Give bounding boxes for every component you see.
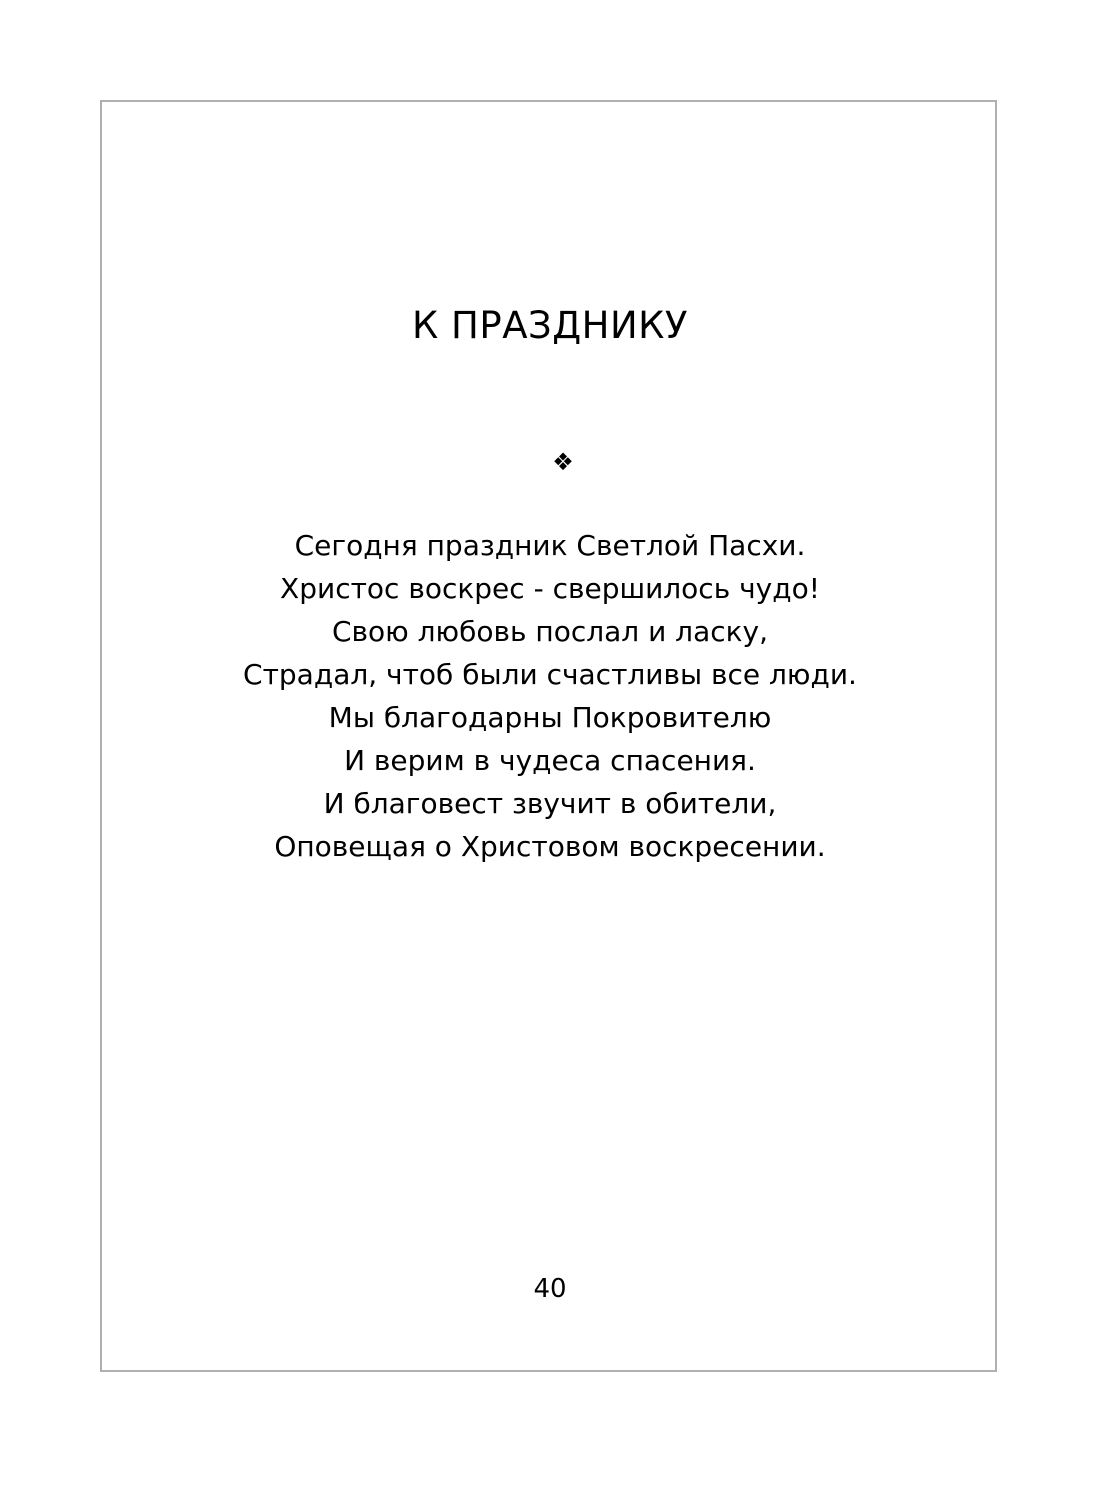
poem-text: [0, 524, 1100, 868]
poem-line: Оповещая о Христовом воскресении.: [274, 830, 826, 863]
poem-line: Сегодня праздник Светлой Пасхи.: [294, 529, 806, 562]
page-number: 40: [533, 1274, 567, 1304]
poem-line: Свою любовь послал и ласку,: [331, 615, 769, 648]
poem-line: И благовест звучит в обители,: [323, 787, 777, 820]
poem-title: К ПРАЗДНИКУ: [412, 304, 688, 347]
four-diamond-ornament-icon: ❖: [552, 448, 574, 476]
poem-line: Страдал, чтоб были счастливы все люди.: [243, 658, 857, 691]
poem-line: Мы благодарны Покровителю: [328, 701, 772, 734]
poem-line: Христос воскрес - свершилось чудо!: [280, 572, 820, 605]
poem-line: И верим в чудеса спасения.: [344, 744, 756, 777]
